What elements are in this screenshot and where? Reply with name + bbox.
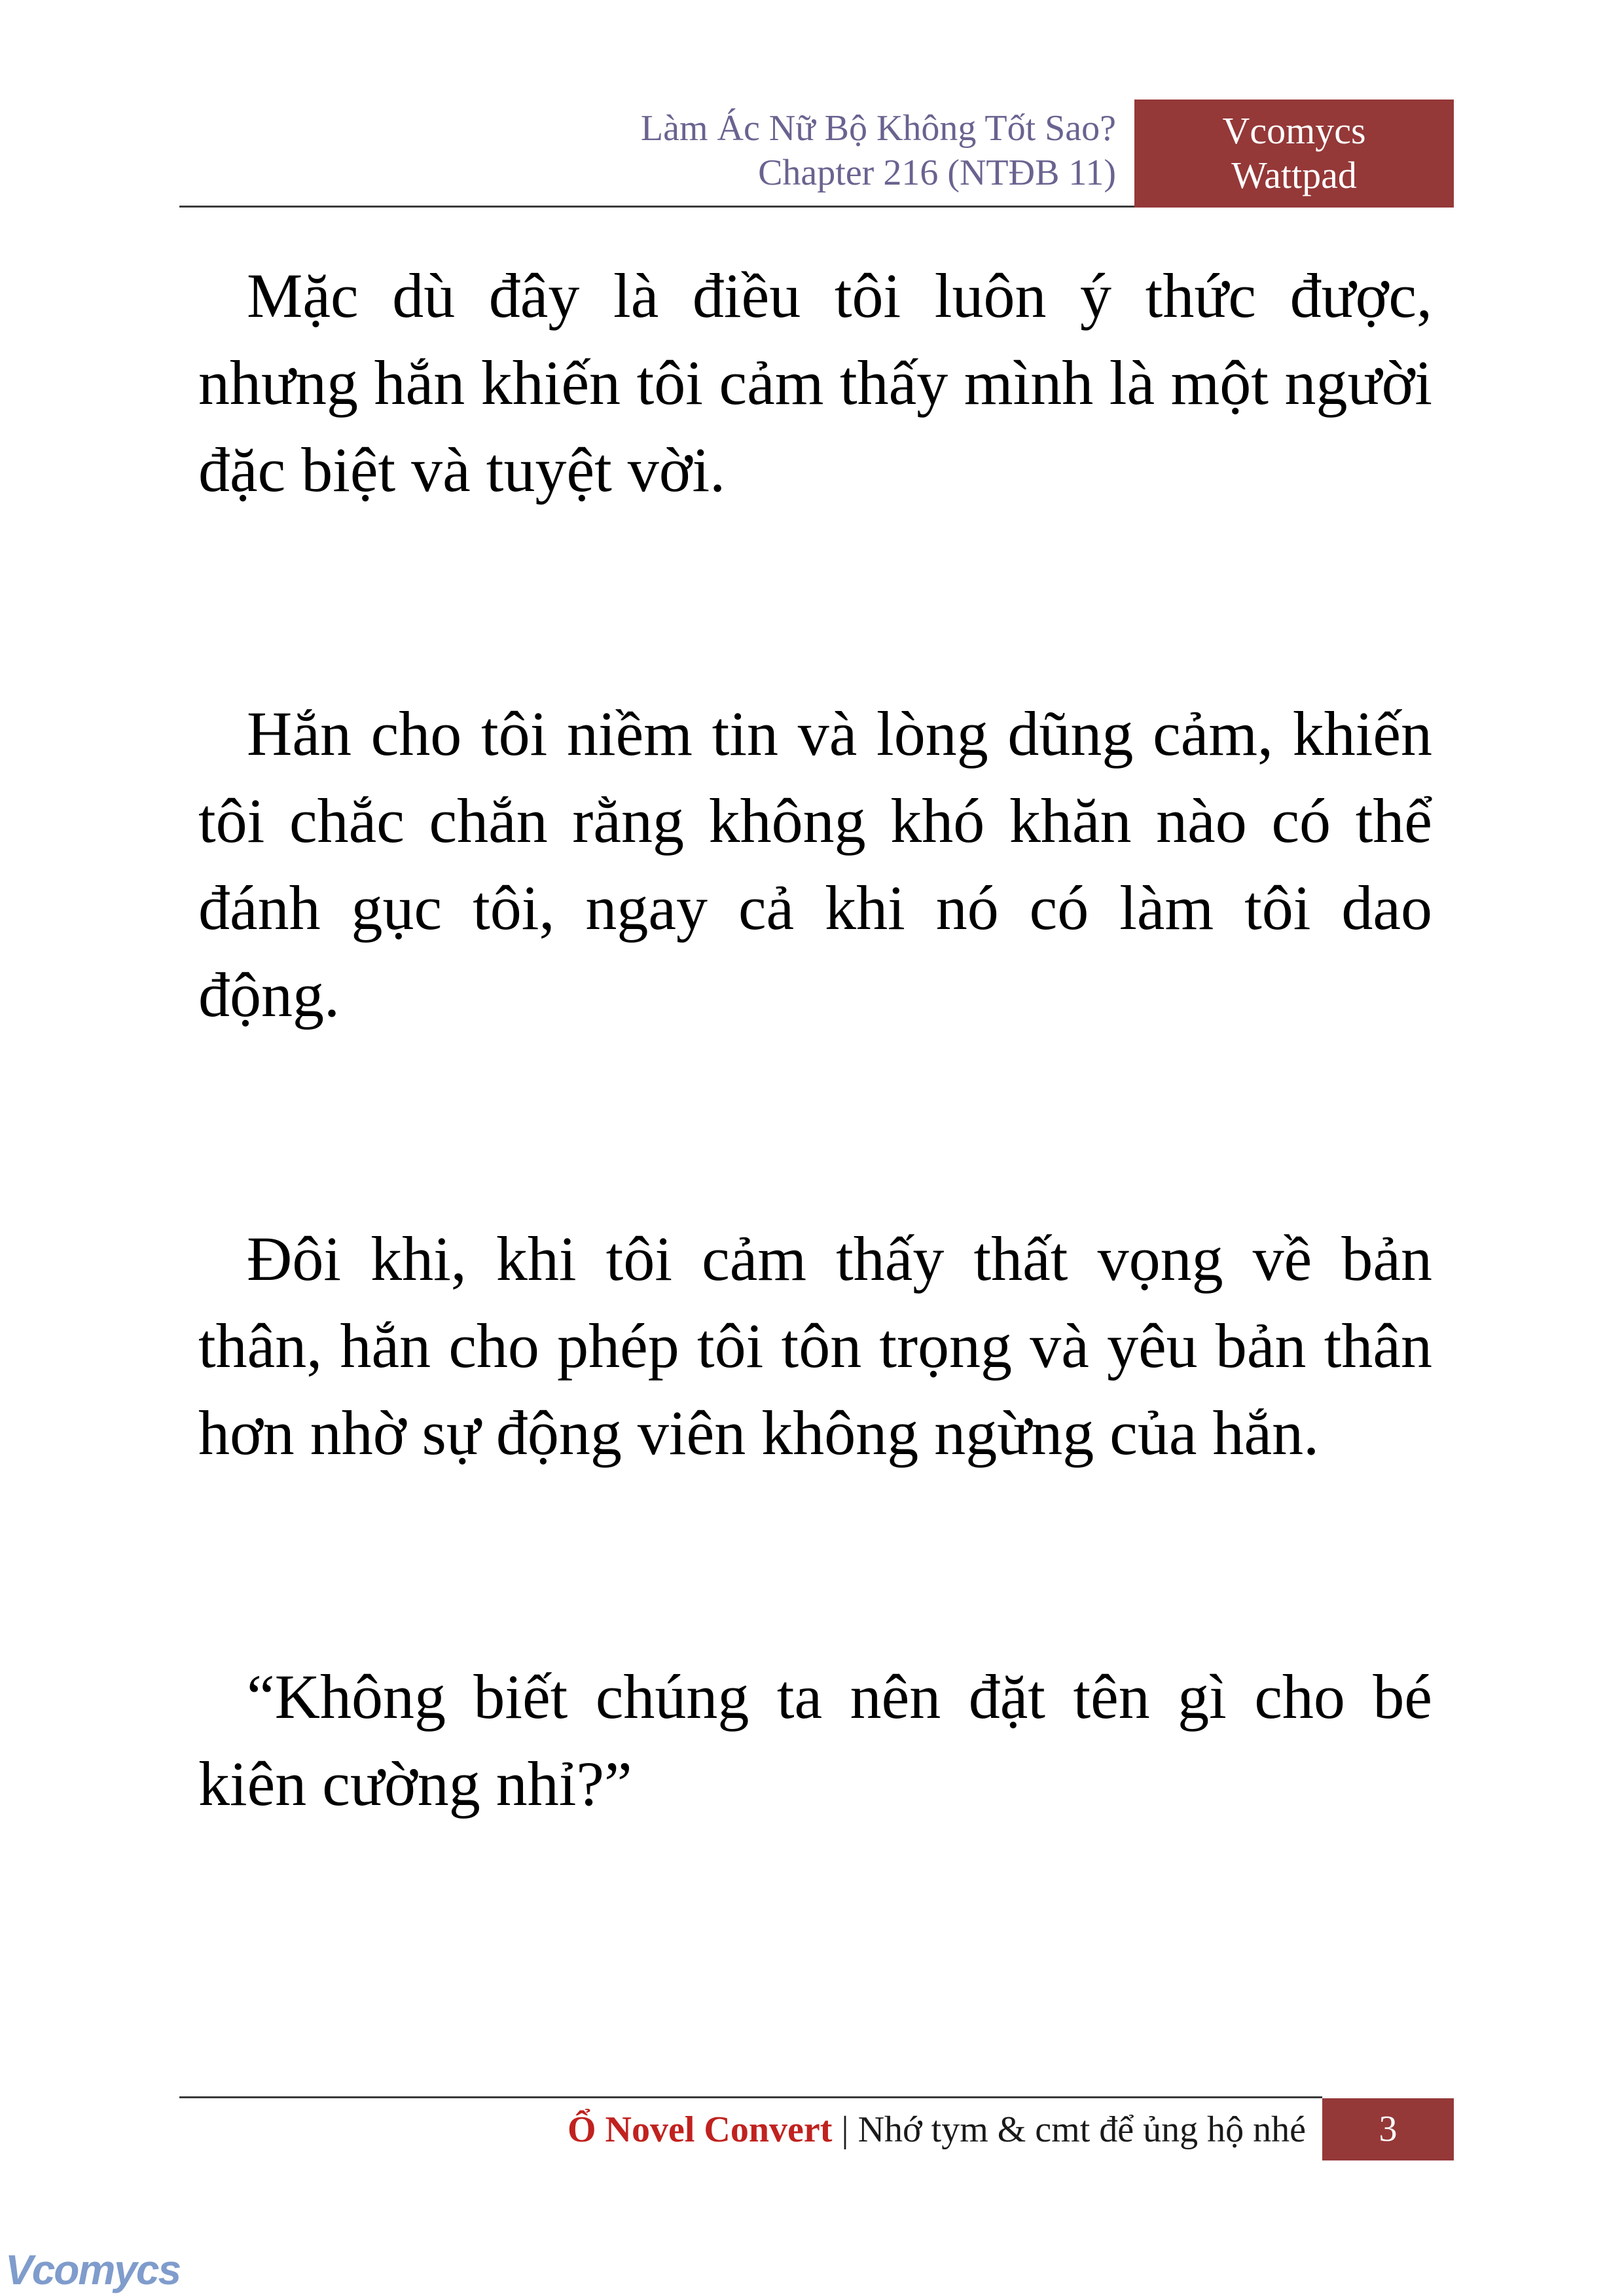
paragraph: Hắn cho tôi niềm tin và lòng dũng cảm, khiến tôi chắc chắn rằng không khó khăn nào có thể đánh gục tôi, ngay cả khi nó có làm tôi dao động. [198,699,1432,1030]
footer-note: Nhớ tym & cmt để ủng hộ nhé [857,2109,1306,2150]
book-title: Làm Ác Nữ Bộ Không Tốt Sao? [640,108,1116,149]
page-number: 3 [1322,2098,1454,2160]
paragraph: Mặc dù đây là điều tôi luôn ý thức được, nhưng hắn khiến tôi cảm thấy mình là một người đặc biệt và tuyệt vời. [198,261,1432,505]
footer-separator: | [832,2109,858,2150]
header-divider [179,206,1134,208]
footer-divider [179,2096,1322,2098]
chapter-title: Chapter 216 (NTĐB 11) [758,153,1116,193]
running-header [367,106,1116,195]
page-body [198,252,1432,2004]
source-platform: Wattpad [1231,154,1357,196]
footer-brand: Ổ Novel Convert [568,2109,833,2150]
paragraph: “Không biết chúng ta nên đặt tên gì cho bé kiên cường nhỉ?” [198,1662,1432,1819]
footer [393,2107,1306,2153]
watermark-logo: Vcomycs [5,2246,181,2293]
header-source-box [1134,100,1454,208]
paragraph: Đôi khi, khi tôi cảm thấy thất vọng về bản thân, hắn cho phép tôi tôn trọng và yêu bản thân hơn nhờ sự động viên không ngừng của hắn. [198,1224,1432,1468]
source-name: Vcomycs [1222,109,1366,152]
